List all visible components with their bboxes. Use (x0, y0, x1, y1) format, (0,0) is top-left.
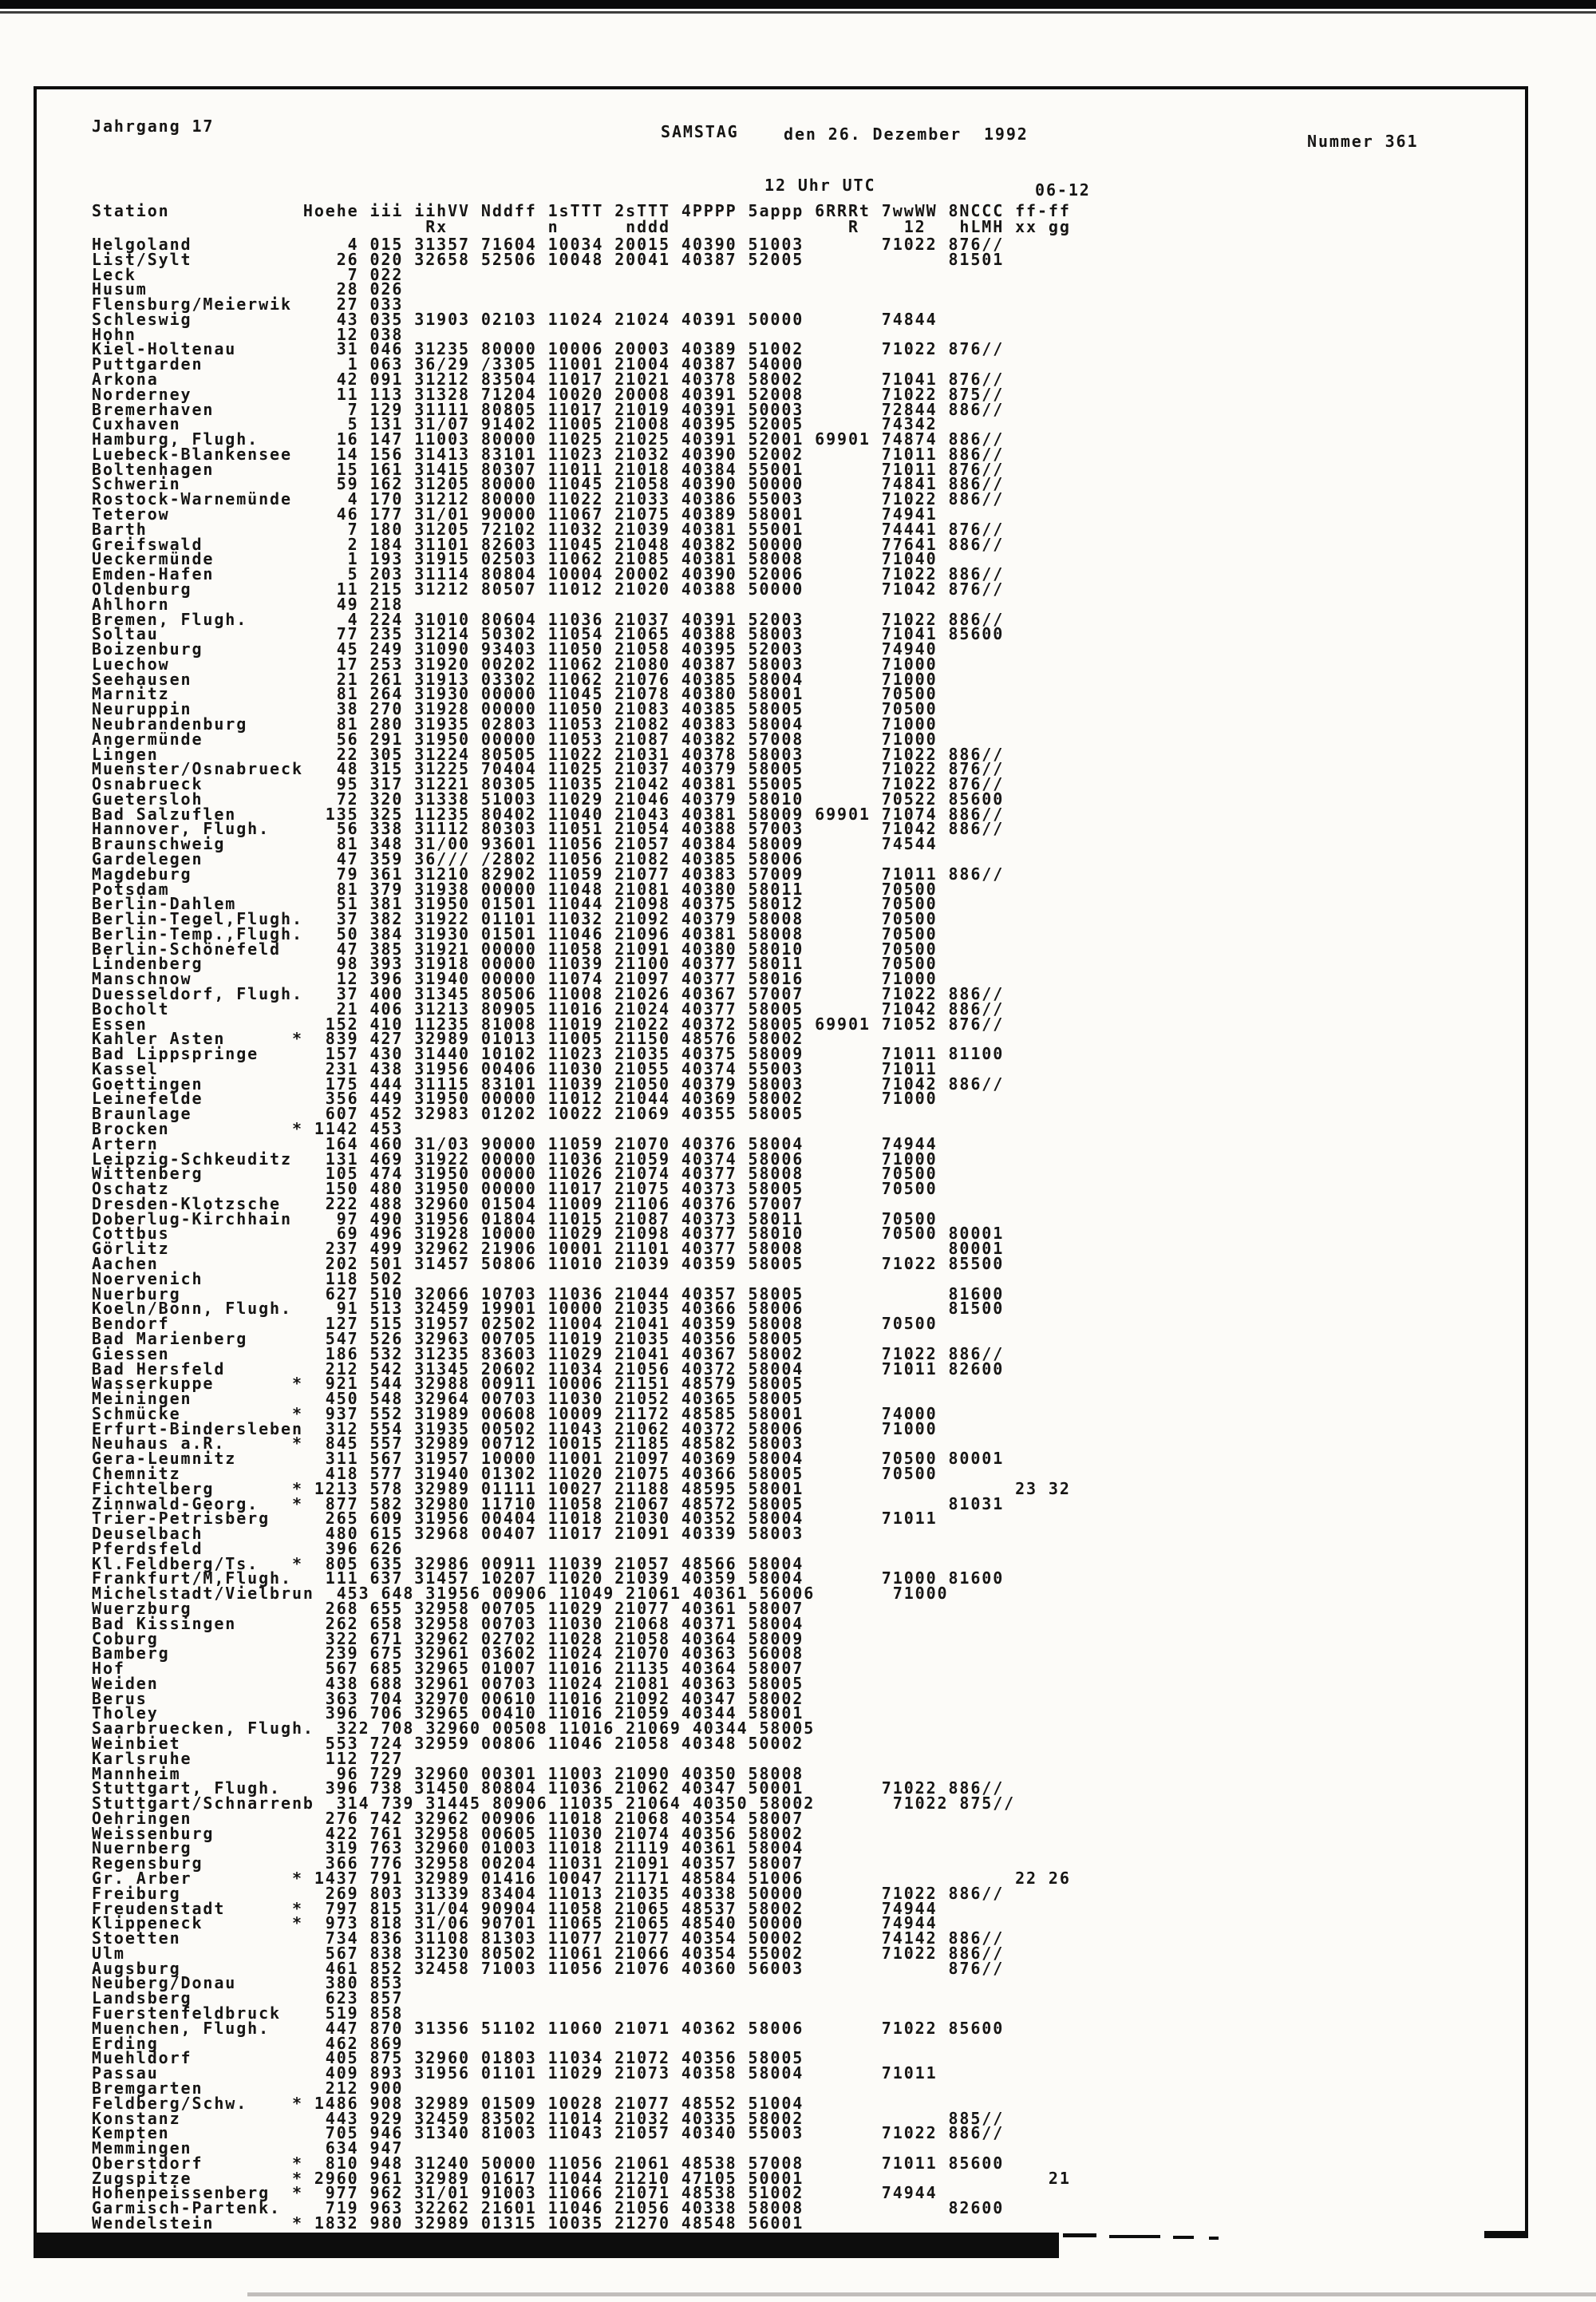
table-row: Erfurt-Bindersleben 312 554 31935 00502 11043 21062 40372 58006 71000 (92, 1418, 938, 1438)
table-row: Oldenburg 11 215 31212 80507 11012 21020 40388 50000 71042 876// (92, 579, 1005, 599)
table-row: Stoetten 734 836 31108 81303 11077 21077 40354 50002 74142 886// (92, 1928, 1005, 1948)
table-row: Meiningen 450 548 32964 00703 11030 21052 40365 58005 (92, 1389, 804, 1409)
table-row: Dresden-Klotzsche 222 488 32960 01504 11009 21106 40376 57007 (92, 1193, 804, 1213)
table-row: Neuberg/Donau 380 853 (92, 1973, 404, 1993)
table-row: Brocken * 1142 453 (92, 1119, 404, 1139)
page-top-scan-band (0, 0, 1596, 9)
table-row: Barth 7 180 31205 72102 11032 21039 40381 55001 74441 876// (92, 519, 1005, 539)
table-row: Gera-Leumnitz 311 567 31957 10000 11001 21097 40369 58004 70500 80001 (92, 1449, 1005, 1469)
table-row: Doberlug-Kirchhain 97 490 31956 01804 11015 21087 40373 58011 70500 (92, 1208, 938, 1228)
table-row: Gr. Arber * 1437 791 32989 01416 10047 21171 48584 51006 22 26 (92, 1869, 1071, 1889)
bottom-dash (1173, 2236, 1194, 2239)
table-row: Bendorf 127 515 31957 02502 11004 21041 40359 58008 70500 (92, 1314, 938, 1334)
table-row: Stuttgart/Schnarrenb 314 739 31445 80906 11035 21064 40350 58002 71022 875// (92, 1794, 1016, 1814)
table-row: Braunschweig 81 348 31/00 93601 11056 21057 40384 58009 74544 (92, 834, 938, 854)
table-row: Kl.Feldberg/Ts. * 805 635 32986 00911 11039 21057 48566 58004 (92, 1553, 804, 1573)
table-row: Görlitz 237 499 32962 21906 10001 21101 40377 58008 80001 (92, 1239, 1005, 1259)
frame-left-rule (34, 86, 37, 2238)
table-row: Trier-Petrisberg 265 609 31956 00404 11018 21030 40352 58004 71011 (92, 1509, 938, 1529)
table-row: Michelstadt/Vielbrun 453 648 31956 00906 11049 21061 40361 56006 71000 (92, 1584, 949, 1604)
table-row: Lingen 22 305 31224 80505 11022 21031 40378 58003 71022 886// (92, 744, 1005, 764)
table-row: Freiburg 269 803 31339 83404 11013 21035 40338 50000 71022 886// (92, 1883, 1005, 1903)
table-row: Muehldorf 405 875 32960 01803 11034 21072 40356 58005 (92, 2048, 804, 2068)
table-row: Goettingen 175 444 31115 83101 11039 21050 40379 58003 71042 886// (92, 1074, 1005, 1094)
table-row: Schmücke * 937 552 31989 00608 10009 21172 48585 58001 74000 (92, 1403, 938, 1423)
table-row: Magdeburg 79 361 31210 82902 11059 21077 40383 57009 71011 886// (92, 864, 1005, 884)
masthead-nummer: Nummer 361 (1307, 132, 1419, 151)
table-row: Berlin-Tegel,Flugh. 37 382 31922 01101 11032 21092 40379 58008 70500 (92, 909, 938, 929)
table-row: List/Sylt 26 020 32658 52506 10048 20041 40387 52005 81501 (92, 249, 1005, 269)
table-row: Frankfurt/M,Flugh. 111 637 31457 10207 11020 21039 40359 58004 71000 81600 (92, 1568, 1005, 1588)
table-row: Noervenich 118 502 (92, 1268, 404, 1288)
table-row: Helgoland 4 015 31357 71604 10034 20015 40390 51003 71022 876// (92, 235, 1005, 254)
bottom-dash (1209, 2237, 1219, 2240)
table-row: Manschnow 12 396 31940 00000 11074 21097 40377 58016 71000 (92, 969, 938, 989)
table-row: Berus 363 704 32970 00610 11016 21092 40347 58002 (92, 1688, 804, 1708)
table-row: Essen 152 410 11235 81008 11019 21022 40372 58005 69901 71052 876// (92, 1014, 1005, 1034)
table-row: Kiel-Holtenau 31 046 31235 80000 10006 20003 40389 51002 71022 876// (92, 339, 1005, 359)
bottom-black-bar (34, 2233, 1059, 2258)
frame-top-rule (34, 86, 1528, 89)
table-row: Garmisch-Partenk. 719 963 32262 21601 11046 21056 40338 58008 82600 (92, 2198, 1005, 2218)
table-row: Schwerin 59 162 31205 80000 11045 21058 40390 50000 74841 886// (92, 474, 1005, 494)
table-row: Teterow 46 177 31/01 90000 11067 21075 40389 58001 74941 (92, 504, 938, 524)
table-row: Neuhaus a.R. * 845 557 32989 00712 10015 21185 48582 58003 (92, 1434, 804, 1454)
table-row: Boizenburg 45 249 31090 93403 11050 21058 40395 52003 74940 (92, 639, 938, 659)
table-row: Coburg 322 671 32962 02702 11028 21058 40364 58009 (92, 1628, 804, 1648)
table-row: Chemnitz 418 577 31940 01302 11020 21075 40366 58005 70500 (92, 1463, 938, 1483)
table-row: Regensburg 366 776 32958 00204 11031 21091 40357 58007 (92, 1853, 804, 1873)
observation-period-label: 06-12 (1035, 180, 1091, 200)
bottom-dash (1063, 2233, 1096, 2237)
table-row: Bocholt 21 406 31213 80905 11016 21024 40377 58005 71042 886// (92, 999, 1005, 1018)
table-row: Berlin-Dahlem 51 381 31950 01501 11044 21098 40375 58012 70500 (92, 894, 938, 914)
table-row: Gardelegen 47 359 36/// /2802 11056 21082 40385 58006 (92, 848, 804, 868)
table-row: Klippeneck * 973 818 31/06 90701 11065 21065 48540 50000 74944 (92, 1913, 938, 1933)
table-row: Ahlhorn 49 218 (92, 594, 404, 614)
table-row: Stuttgart, Flugh. 396 738 31450 80804 11036 21062 40347 50001 71022 886// (92, 1778, 1005, 1798)
table-row: Aachen 202 501 31457 50806 11010 21039 40359 58005 71022 85500 (92, 1254, 1005, 1274)
table-row: Kassel 231 438 31956 00406 11030 21055 40374 55003 71011 (92, 1058, 938, 1078)
table-row: Landsberg 623 857 (92, 1988, 404, 2008)
table-row: Duesseldorf, Flugh. 37 400 31345 80506 11008 21026 40367 57007 71022 886// (92, 984, 1005, 1003)
table-row: Kahler Asten * 839 427 32989 01013 11005 21150 48576 58002 (92, 1029, 804, 1049)
table-row: Luechow 17 253 31920 00202 11062 21080 40387 58003 71000 (92, 654, 938, 674)
table-row: Wasserkuppe * 921 544 32988 00911 10006 21151 48579 58005 (92, 1374, 804, 1394)
table-row: Berlin-Schönefeld 47 385 31921 00000 11058 21091 40380 58010 70500 (92, 939, 938, 959)
table-row: Oschatz 150 480 31950 00000 11017 21075 40373 58005 70500 (92, 1179, 938, 1199)
table-row: Neuruppin 38 270 31928 00000 11050 21083 40385 58005 70500 (92, 699, 938, 719)
table-row: Ulm 567 838 31230 80502 11061 21066 40354 55002 71022 886// (92, 1943, 1005, 1963)
table-row: Rostock-Warnemünde 4 170 31212 80000 11022 21033 40386 55003 71022 886// (92, 489, 1005, 509)
table-row: Potsdam 81 379 31938 00000 11048 21081 40380 58011 70500 (92, 879, 938, 899)
table-row: Zugspitze * 2960 961 32989 01617 11044 21210 47105 50001 21 (92, 2168, 1071, 2188)
table-row: Leipzig-Schkeuditz 131 469 31922 00000 11036 21059 40374 58006 71000 (92, 1149, 938, 1169)
table-row: Oberstdorf * 810 948 31240 50000 11056 21061 48538 57008 71011 85600 (92, 2153, 1005, 2173)
table-row: Arkona 42 091 31212 83504 11017 21021 40378 58002 71041 876// (92, 370, 1005, 390)
table-row: Mannheim 96 729 32960 00301 11003 21090 40350 58008 (92, 1763, 804, 1783)
frame-right-foot-rule (1484, 2231, 1528, 2238)
table-row: Osnabrueck 95 317 31221 80305 11035 21042 40381 55005 71022 876// (92, 774, 1005, 794)
column-header-line1: Station Hoehe iii iihVV Nddff 1sTTT 2sTTT 4PPPP 5appp 6RRRt 7wwWW 8NCCC ff-ff (92, 201, 1071, 220)
table-row: Husum 28 026 (92, 279, 404, 299)
table-row: Puttgarden 1 063 36/29 /3305 11001 21004 40387 54000 (92, 354, 804, 374)
table-row: Soltau 77 235 31214 50302 11054 21065 40388 58003 71041 85600 (92, 624, 1005, 644)
frame-right-rule (1525, 89, 1528, 2237)
table-row: Pferdsfeld 396 626 (92, 1538, 404, 1558)
table-row: Hohn 12 038 (92, 324, 404, 344)
masthead-date: den 26. Dezember 1992 (784, 125, 1029, 144)
table-row: Seehausen 21 261 31913 03302 11062 21076 40385 58004 71000 (92, 669, 938, 689)
table-row: Ueckermünde 1 193 31915 02503 11062 21085 40381 58008 71040 (92, 549, 938, 569)
table-row: Muenchen, Flugh. 447 870 31356 51102 11060 21071 40362 58006 71022 85600 (92, 2018, 1005, 2038)
table-row: Hannover, Flugh. 56 338 31112 80303 11051 21054 40388 57003 71042 886// (92, 819, 1005, 839)
table-row: Passau 409 893 31956 01101 11029 21073 40358 58004 71011 (92, 2063, 938, 2083)
column-header-line2: Rx n nddd R 12 hLMH xx gg (92, 217, 1071, 236)
table-row: Wendelstein * 1832 980 32989 01315 10035 21270 48548 56001 (92, 2213, 804, 2233)
table-row: Bremgarten 212 900 (92, 2078, 404, 2098)
table-row: Flensburg/Meierwik 27 033 (92, 295, 404, 314)
page-bottom-edge-line (247, 2292, 1596, 2296)
table-row: Bad Kissingen 262 658 32958 00703 11030 21068 40371 58004 (92, 1613, 804, 1633)
table-row: Zinnwald-Georg. * 877 582 32980 11710 11058 21067 48572 58005 81031 (92, 1493, 1005, 1513)
table-row: Weissenburg 422 761 32958 00605 11030 21074 40356 58002 (92, 1823, 804, 1843)
table-row: Guetersloh 72 320 31338 51003 11029 21046 40379 58010 70522 85600 (92, 789, 1005, 809)
table-row: Muenster/Osnabrueck 48 315 31225 70404 11025 21037 40379 58005 71022 876// (92, 759, 1005, 779)
table-row: Cuxhaven 5 131 31/07 91402 11005 21008 40395 52005 74342 (92, 414, 938, 434)
table-row: Bremen, Flugh. 4 224 31010 80604 11036 21037 40391 52003 71022 886// (92, 609, 1005, 629)
table-row: Nuernberg 319 763 32960 01003 11018 21119 40361 58004 (92, 1838, 804, 1858)
table-row: Konstanz 443 929 32459 83502 11014 21032 40335 58002 885// (92, 2108, 1005, 2128)
table-row: Freudenstadt * 797 815 31/04 90904 11058 21065 48537 58002 74944 (92, 1898, 938, 1918)
table-row: Norderney 11 113 31328 71204 10020 20008 40391 52008 71022 875// (92, 384, 1005, 404)
table-row: Hamburg, Flugh. 16 147 11003 80000 11025 21025 40391 52001 69901 74874 886// (92, 429, 1005, 449)
table-row: Deuselbach 480 615 32968 00407 11017 21091 40339 58003 (92, 1524, 804, 1544)
table-row: Wuerzburg 268 655 32958 00705 11029 21077 40361 58007 (92, 1598, 804, 1618)
table-row: Bad Lippspringe 157 430 31440 10102 11023 21035 40375 58009 71011 81100 (92, 1044, 1005, 1064)
table-row: Bamberg 239 675 32961 03602 11024 21070 40363 56008 (92, 1643, 804, 1663)
table-row: Lindenberg 98 393 31918 00000 11039 21100 40377 58011 70500 (92, 954, 938, 974)
table-row: Leinefelde 356 449 31950 00000 11012 21044 40369 58002 71000 (92, 1089, 938, 1109)
table-row: Tholey 396 706 32965 00410 11016 21059 40344 58001 (92, 1703, 804, 1723)
table-row: Saarbruecken, Flugh. 322 708 32960 00508 11016 21069 40344 58005 (92, 1719, 816, 1738)
table-row: Feldberg/Schw. * 1486 908 32989 01509 10028 21077 48552 51004 (92, 2093, 804, 2113)
page-top-scan-line (0, 11, 1596, 14)
table-row: Schleswig 43 035 31903 02103 11024 21024 40391 50000 74844 (92, 309, 938, 329)
table-row: Memmingen 634 947 (92, 2138, 404, 2158)
table-row: Giessen 186 532 31235 83603 11029 21041 40367 58002 71022 886// (92, 1343, 1005, 1363)
table-row: Wittenberg 105 474 31950 00000 11026 21074 40377 58008 70500 (92, 1164, 938, 1184)
table-row: Fichtelberg * 1213 578 32989 01111 10027 21188 48595 58001 23 32 (92, 1478, 1071, 1498)
table-row: Bad Marienberg 547 526 32963 00705 11019 21035 40356 58005 (92, 1328, 804, 1348)
table-row: Fuerstenfeldbruck 519 858 (92, 2003, 404, 2023)
table-row: Emden-Hafen 5 203 31114 80804 10004 20002 40390 52006 71022 886// (92, 564, 1005, 584)
table-row: Marnitz 81 264 31930 00000 11045 21078 40380 58001 70500 (92, 684, 938, 704)
table-row: Cottbus 69 496 31928 10000 11029 21098 40377 58010 70500 80001 (92, 1224, 1005, 1244)
table-row: Weinbiet 553 724 32959 00806 11046 21058 40348 50002 (92, 1734, 804, 1753)
observation-time-label: 12 Uhr UTC (764, 176, 876, 195)
table-row: Koeln/Bonn, Flugh. 91 513 32459 19901 10000 21035 40366 58006 81500 (92, 1299, 1005, 1319)
table-row: Artern 164 460 31/03 90000 11059 21070 40376 58004 74944 (92, 1133, 938, 1153)
table-row: Neubrandenburg 81 280 31935 02803 11053 21082 40383 58004 71000 (92, 714, 938, 734)
table-row: Luebeck-Blankensee 14 156 31413 83101 11023 21032 40390 52002 71011 886// (92, 444, 1005, 464)
bottom-dash (1109, 2235, 1160, 2238)
table-row: Weiden 438 688 32961 00703 11024 21081 40363 58005 (92, 1673, 804, 1693)
table-row: Boltenhagen 15 161 31415 80307 11011 21018 40384 55001 71011 876// (92, 459, 1005, 479)
masthead-day: SAMSTAG (661, 122, 739, 141)
table-row: Bremerhaven 7 129 31111 80805 11017 21019 40391 50003 72844 886// (92, 399, 1005, 419)
masthead-jahrgang: Jahrgang 17 (92, 117, 215, 136)
table-row: Berlin-Temp.,Flugh. 50 384 31930 01501 11046 21096 40381 58008 70500 (92, 924, 938, 943)
table-row: Bad Salzuflen 135 325 11235 80402 11040 21043 40381 58009 69901 71074 886// (92, 804, 1005, 824)
table-row: Braunlage 607 452 32983 01202 10022 21069 40355 58005 (92, 1104, 804, 1124)
table-row: Leck 7 022 (92, 264, 404, 284)
table-row: Greifswald 2 184 31101 82603 11045 21048 40382 50000 77641 886// (92, 534, 1005, 554)
table-row: Bad Hersfeld 212 542 31345 20602 11034 21056 40372 58004 71011 82600 (92, 1359, 1005, 1378)
table-row: Augsburg 461 852 32458 71003 11056 21076 40360 56003 876// (92, 1958, 1005, 1978)
table-row: Karlsruhe 112 727 (92, 1748, 404, 1768)
table-row: Kempten 705 946 31340 81003 11043 21057 40340 55003 71022 886// (92, 2123, 1005, 2143)
table-row: Oehringen 276 742 32962 00906 11018 21068 40354 58007 (92, 1808, 804, 1828)
table-row: Erding 462 869 (92, 2033, 404, 2053)
table-row: Angermünde 56 291 31950 00000 11053 21087 40382 57008 71000 (92, 729, 938, 749)
table-row: Nuerburg 627 510 32066 10703 11036 21044 40357 58005 81600 (92, 1284, 1005, 1303)
table-row: Hof 567 685 32965 01007 11016 21135 40364 58007 (92, 1659, 804, 1679)
table-row: Hohenpeissenberg * 977 962 31/01 91003 11066 21071 48538 51002 74944 (92, 2183, 938, 2203)
